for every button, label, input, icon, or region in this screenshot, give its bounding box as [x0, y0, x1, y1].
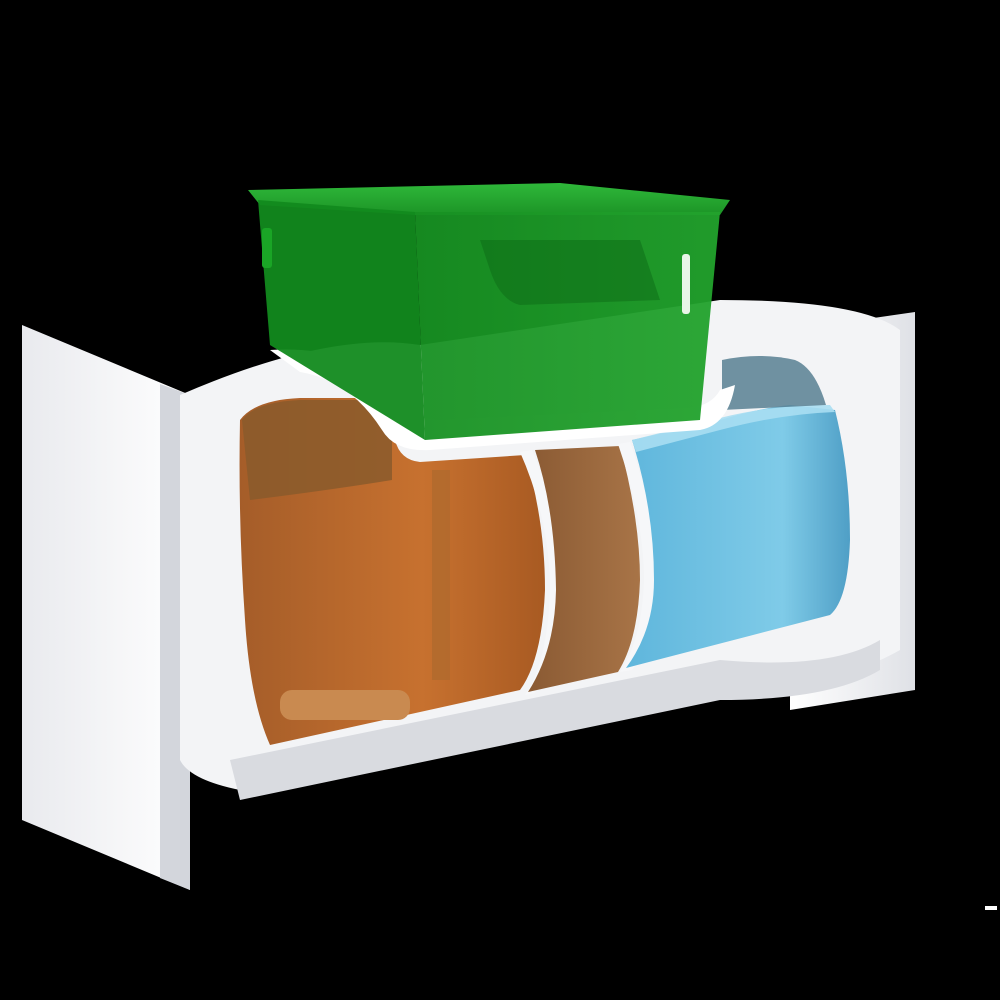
lid-inner-detail — [480, 240, 660, 305]
bottom-pipe — [280, 690, 410, 720]
lid-latch — [262, 228, 272, 268]
lid-handle — [682, 254, 690, 314]
inlet-pipe — [432, 470, 450, 680]
corner-mark — [985, 906, 997, 910]
